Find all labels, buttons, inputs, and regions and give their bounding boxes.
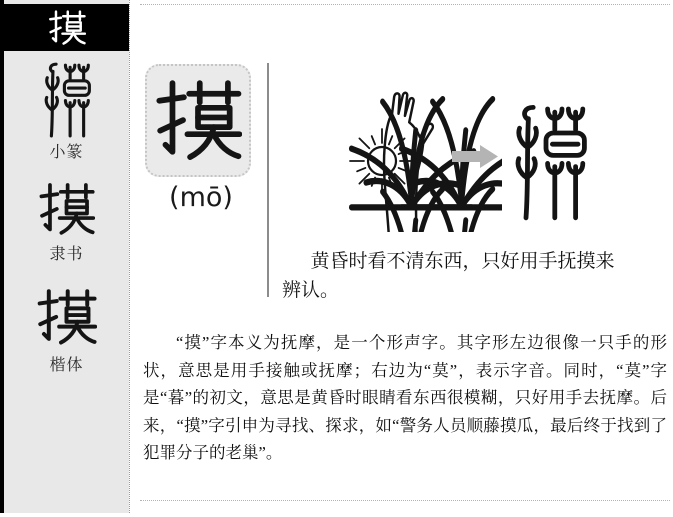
regular-script-label: 楷体 bbox=[49, 357, 84, 374]
illustration-caption: 黄昏时看不清东西，只好用手抚摸来辨认。 bbox=[282, 251, 615, 301]
seal-script-character-large bbox=[506, 88, 594, 234]
clerical-script-sample bbox=[4, 181, 129, 238]
sun-icon bbox=[350, 129, 414, 193]
clerical-script-glyph bbox=[38, 181, 95, 238]
pinyin: (mō) bbox=[169, 182, 233, 213]
seal-script-label: 小篆 bbox=[49, 144, 84, 161]
sidebar-divider bbox=[129, 0, 130, 513]
seal-script-sample bbox=[4, 60, 129, 138]
top-rule bbox=[140, 4, 670, 5]
arrow-right-icon bbox=[452, 144, 499, 169]
vertical-divider bbox=[267, 63, 269, 297]
main-character-box bbox=[145, 64, 251, 177]
regular-script-glyph bbox=[36, 287, 97, 348]
script-styles-sidebar bbox=[4, 0, 129, 513]
clerical-script-label: 隶书 bbox=[49, 246, 84, 263]
bottom-rule bbox=[140, 500, 670, 501]
etymology-paragraph: “摸”字本义为抚摩，是一个形声字。其字形左边很像一只手的形状，意思是用手接触或抚摩；右边为“莫”，表示字音。同时，“莫”字是“暮”的初文，意思是黄昏时眼睛看东西很模糊，只好用手去抚摩。后来，“摸”字引申为寻找、探求，如“警务人员顺藤摸瓜，最后终于找到了犯罪分子的老巢”。 bbox=[143, 333, 667, 462]
entry-character-header bbox=[4, 4, 129, 51]
hanzi-mo-main-glyph bbox=[154, 75, 242, 167]
seal-script-glyph bbox=[38, 60, 96, 138]
regular-script-sample bbox=[4, 287, 129, 348]
hanzi-mo-header-glyph bbox=[48, 9, 86, 47]
